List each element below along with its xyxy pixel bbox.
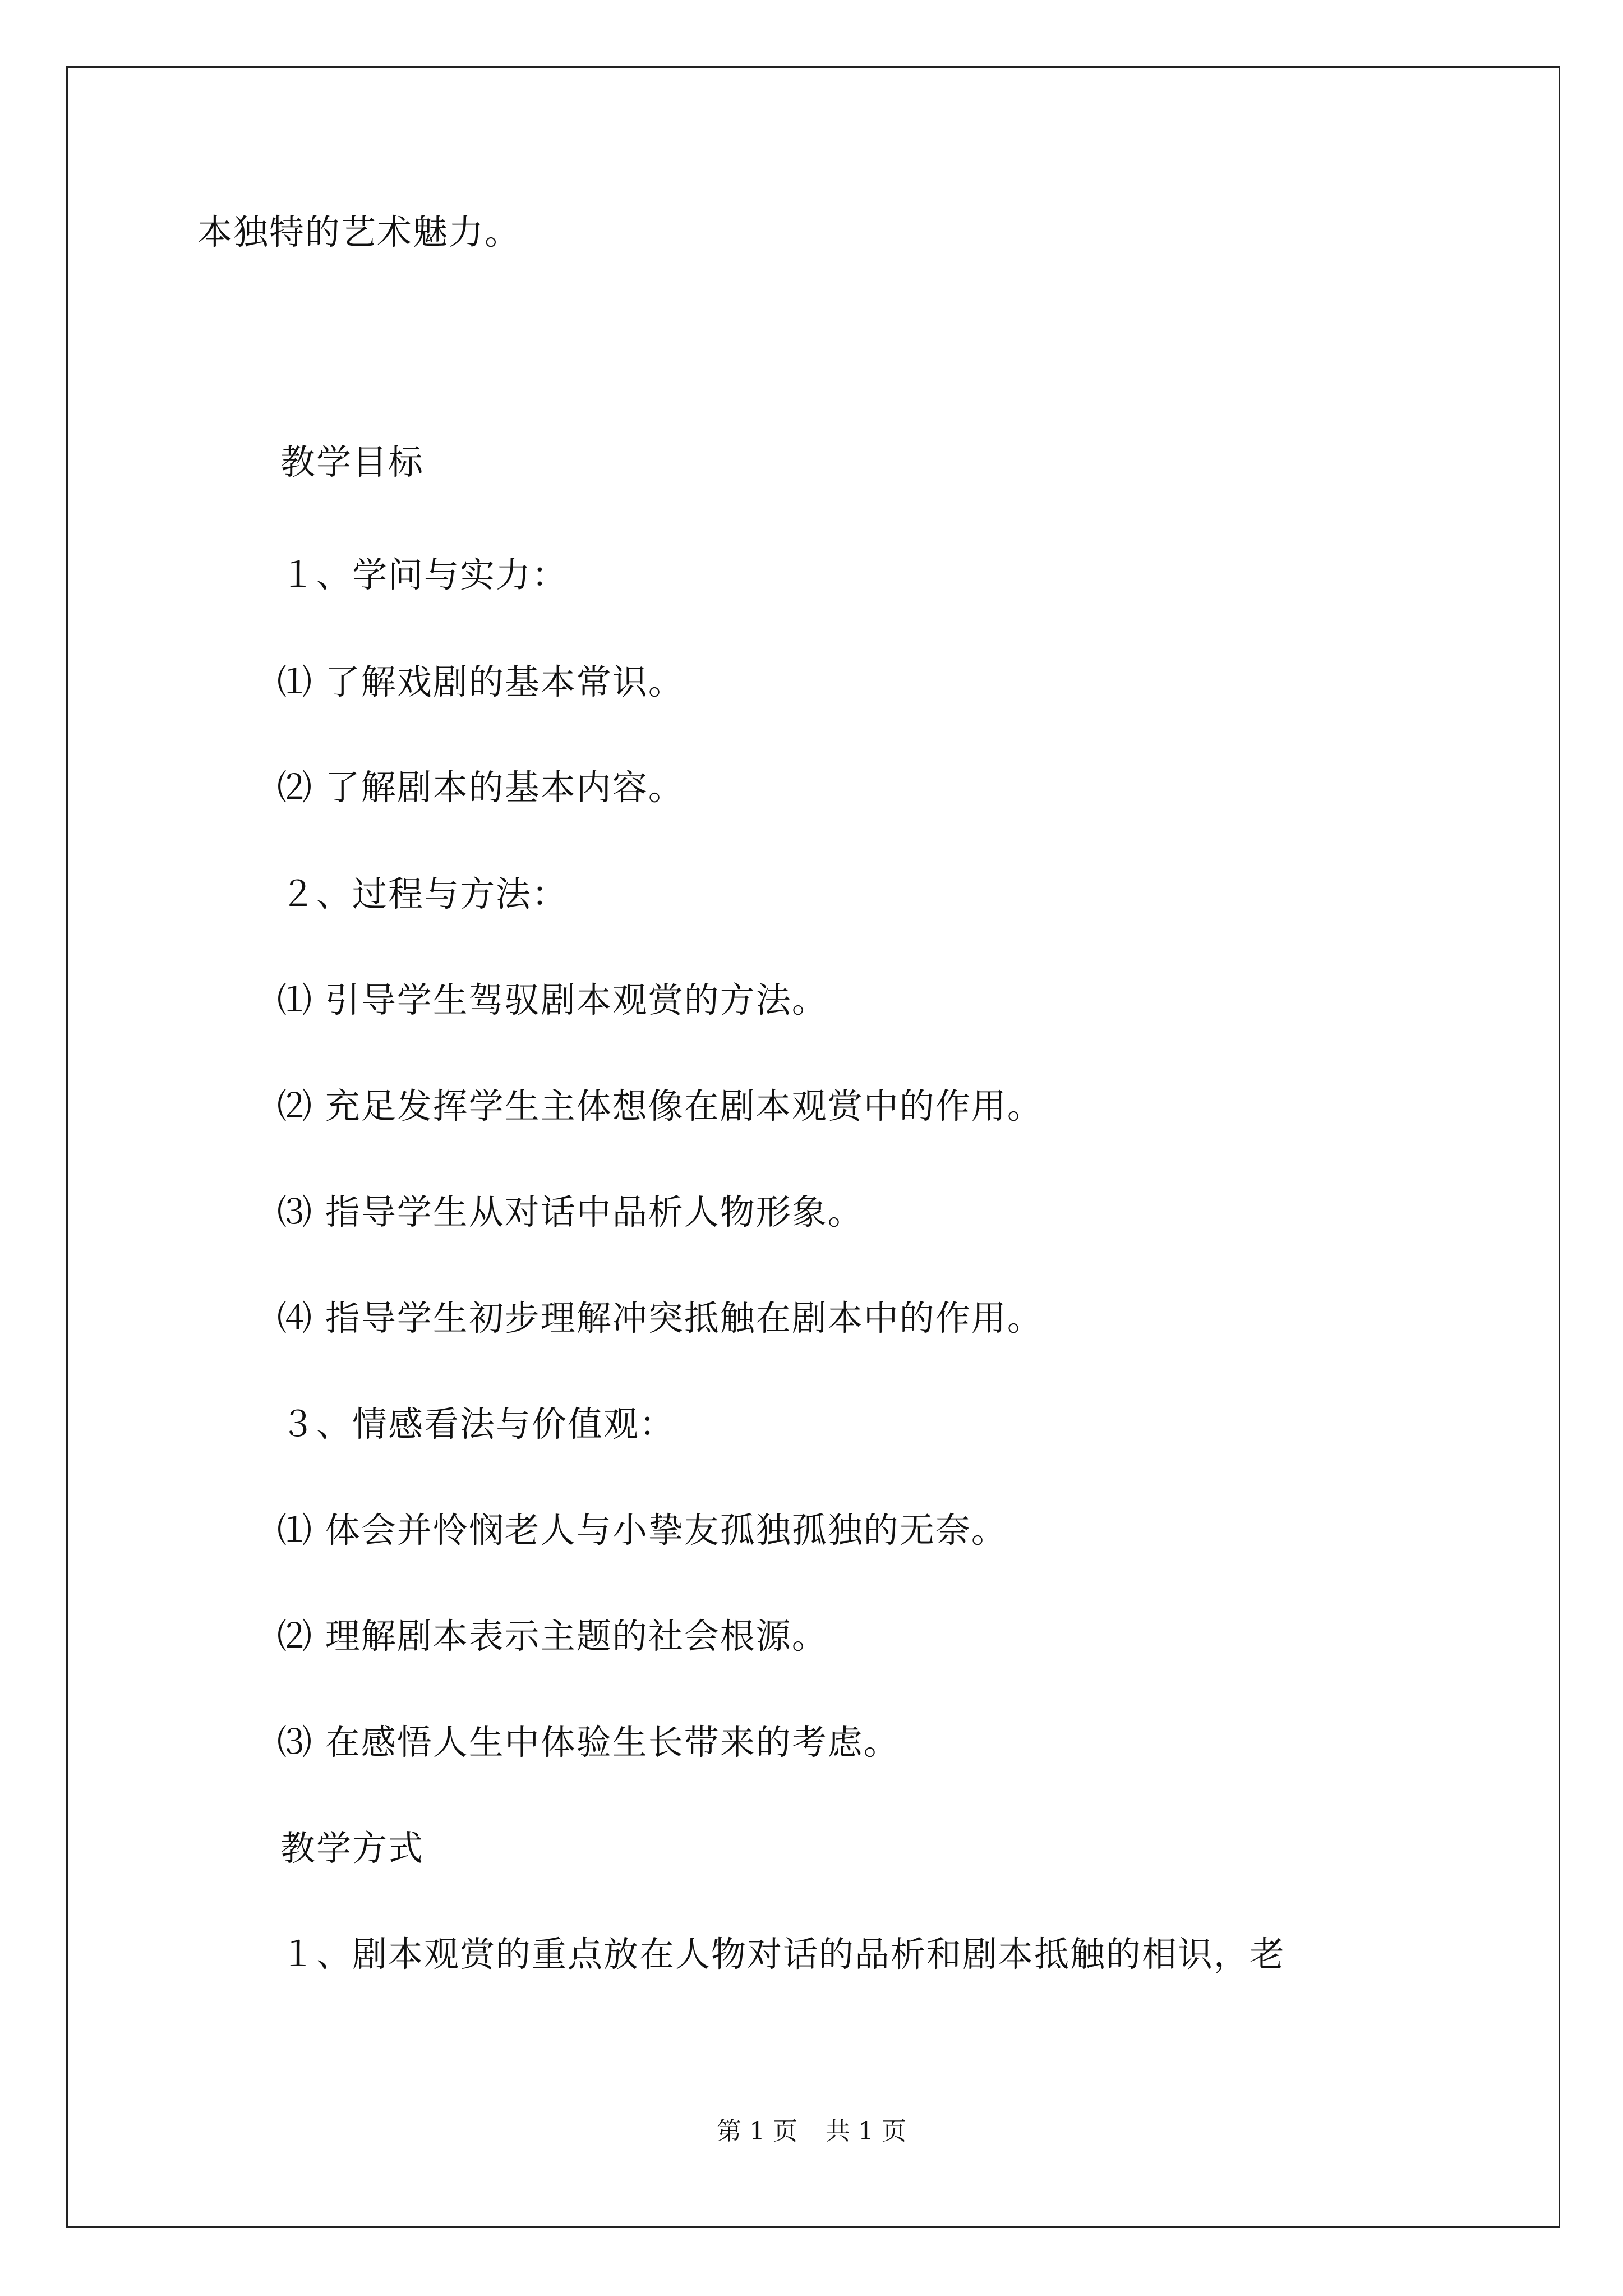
text-line: １、剧本观赏的重点放在人物对话的品析和剧本抵触的相识，老 — [280, 1934, 1286, 1975]
text-line: ⑴ 体会并怜悯老人与小挚友孤独孤独的无奈。 — [277, 1510, 1007, 1550]
text-line: ⑵ 了解剧本的基本内容。 — [277, 767, 684, 808]
text-line: 本独特的艺术魅力。 — [197, 211, 521, 252]
text-line: ⑴ 了解戏剧的基本常识。 — [277, 661, 684, 702]
text-line: ⑶ 指导学生从对话中品析人物形象。 — [277, 1191, 864, 1232]
text-line: １、学问与实力： — [280, 554, 568, 595]
section-heading: 教学目标 — [280, 441, 425, 482]
text-line: ３、情感看法与价值观： — [280, 1404, 676, 1444]
page-number: 第 1 页 — [717, 2117, 797, 2146]
page-border — [66, 66, 1560, 2228]
page-total: 共 1 页 — [826, 2117, 906, 2146]
text-line: ⑴ 引导学生驾驭剧本观赏的方法。 — [277, 979, 828, 1020]
text-line: ⑷ 指导学生初步理解冲突抵触在剧本中的作用。 — [277, 1297, 1043, 1338]
text-line: ⑵ 充足发挥学生主体想像在剧本观赏中的作用。 — [277, 1085, 1043, 1126]
text-line: ⑶ 在感悟人生中体验生长带来的考虑。 — [277, 1722, 900, 1763]
text-line: ⑵ 理解剧本表示主题的社会根源。 — [277, 1616, 828, 1657]
section-heading: 教学方式 — [280, 1828, 425, 1869]
page-footer — [0, 2115, 1623, 2148]
text-line: ２、过程与方法： — [280, 873, 568, 914]
